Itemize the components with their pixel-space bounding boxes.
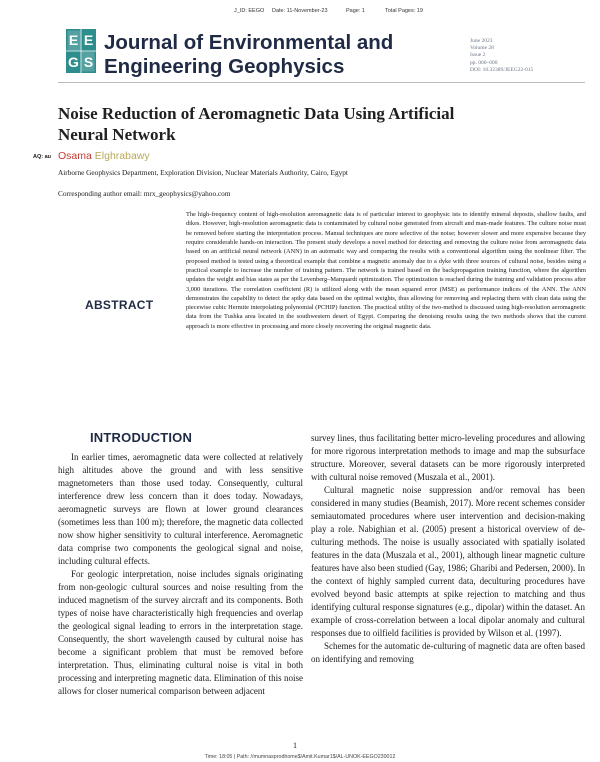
paragraph: In earlier times, aeromagnetic data were collected at relatively high altitudes above the ground and with less sensitive magnetometers than those used today. Consequently, cultural interference drew less concern than it does today. Nowadays, aeromagnetic surveys are flown at lower ground clearances (sometimes less than 100 m); therefore, the magnetic data collected now show higher sensitivity to cultural interference. Aeromagnetic data comprise two components the geological signal and noise, including cultural effects. [58, 452, 303, 566]
page-number: 1 [293, 741, 297, 750]
author-name [58, 150, 150, 162]
journal-logo [66, 29, 96, 73]
section-heading: INTRODUCTION [90, 430, 193, 445]
issue-line: June 2023 [470, 38, 493, 44]
paragraph: Schemes for the automatic de-culturing of magnetic data are often based on identifying and removing [311, 641, 585, 664]
logo-letter: G [68, 54, 79, 70]
abstract-text: The high-frequency content of high-resolution aeromagnetic data is of particular interest to geophysic ists to identify mineral deposits, shallow faults, and dikes. However, high-resolution aeromagnetic data is contaminated by cultural noise generated from aircraft and man-made features. The culture noise must be removed before starting the interpretation process. Manual techniques are more selective of the noise; however slower and more expensive because they require considerable hands-on interaction. The present study develops a novel method for detecting and removing the culture noise from aeromagnetic data based on an artificial neural network (ANN) in an automatic way and comparing the results with a conventional algorithm using the nonlinear filter. The proposed method is tested using a theoretical example that combine a magnetic anomaly due to a dyke with three sources of cultural noise, besides using a practical example to increase the number of training pattern. The network is trained based on the backpropagation training function, where the algorithm updates the weight and bias states as per the Levenberg–Marquardt optimization. The optimization is reached during the training and validation process after 3,000 iterations. The correlation coefficient (R) is utilized along with the mean squared error (MSE) as performance indices of the ANN. The ANN demonstrates the capability to detect the spiky data based on the optimal weights, thus allowing for removing and replacing them with clean data using the piecewise cubic Hermite interpolating polynomial (PCHIP) function. The practical utility of the two-method is discussed using high-resolution aeromagnetic data from the Tushka area located in the southwestern desert of Egypt. Comparing the denoising results using the two methods shows that the current approach is more effective in processing and more closely recovering the original magnetic data. [186, 211, 586, 330]
issue-info [470, 38, 590, 74]
paragraph: survey lines, thus facilitating better micro-leveling procedures and allowing for more rigorous interpretation methods to image and map the subsurface structure. Moreover, several datasets can be more rigorously interpreted with cultural noise removed (Muszala et al., 2001). [311, 433, 585, 482]
corresponding-email: Corresponding author email: mrx_geophysics@yahoo.com [58, 189, 231, 198]
affiliation: Airborne Geophysics Department, Exploration Division, Nuclear Materials Authority, Cairo, Egypt [58, 168, 348, 177]
body-column-right [311, 432, 585, 666]
author-last-name: Elghrabawy [94, 150, 150, 162]
logo-letter: E [83, 32, 94, 48]
author-first-name: Osama [58, 150, 92, 162]
paragraph: For geologic interpretation, noise includes signals originating from non-geologic cultural sources and noise resulting from the induced magnetism of the survey aircraft and its components. Both types of noise have characteristically high frequencies and overlap the geological signal leading to errors in the interpretation stage. Consequently, the short wavelength caused by cultural noise has become a significant problem that must be removed before interpretation. Thus, eliminating cultural noise is vital in both processing and interpreting magnetic data. Elimination of this noise allows for closer numerical comparison between adjacent [58, 569, 303, 696]
body-column-left [58, 451, 303, 698]
issue-line: DOI: 10.32389/JEEG22-015 [470, 66, 534, 73]
production-footer: Time: 18:05 | Path: //mumnasprodhome$/Amit.Kumar1$/AL-UNOK-EEGO230012 [204, 754, 396, 760]
issue-line: Issue 2 [470, 52, 486, 59]
logo-letter: E [68, 32, 79, 48]
header-date: Date: 11-November-23 [272, 8, 328, 14]
issue-line: Volume 28 [470, 45, 494, 52]
issue-line: pp. 000–000 [470, 59, 498, 66]
header-divider [58, 82, 585, 83]
journal-title: Journal of Environmental and Engineering Geophysics [104, 31, 394, 78]
header-total-pages: Total Pages: 19 [385, 8, 423, 14]
paragraph: Cultural magnetic noise suppression and/or removal has been considered in many studies (Beamish, 2017). More recent schemes consider semiautomated procedures where user intervention and decision-making play a role. Nabighian et al. (2005) present a historical overview of de-culturing methods. The noise is usually associated with spatially isolated features in the data (Muszala et al., 2001), although linear magnetic culture features have also been studied (Gay, 1986; Gharibi and Pedersen, 2000). In the context of highly sampled current data, deculturing procedures have evolved beyond basic attempts at spike rejection to matching and thus identifying cultural response signatures (e.g., dipolar) within the dataset. An example of cross-correlation between a local dipolar anomaly and cultural responses due to oilfield facilities is provided by Wilson et al. (1997). [311, 485, 585, 638]
abstract-heading: ABSTRACT [85, 298, 154, 312]
logo-letter: S [83, 54, 94, 70]
header-page: Page: 1 [346, 8, 365, 14]
header-jid: J_ID: EEGO [234, 8, 265, 14]
aq-marker: AQ: au [33, 154, 52, 160]
paper-title: Noise Reduction of Aeromagnetic Data Using Artificial Neural Network [58, 104, 455, 144]
